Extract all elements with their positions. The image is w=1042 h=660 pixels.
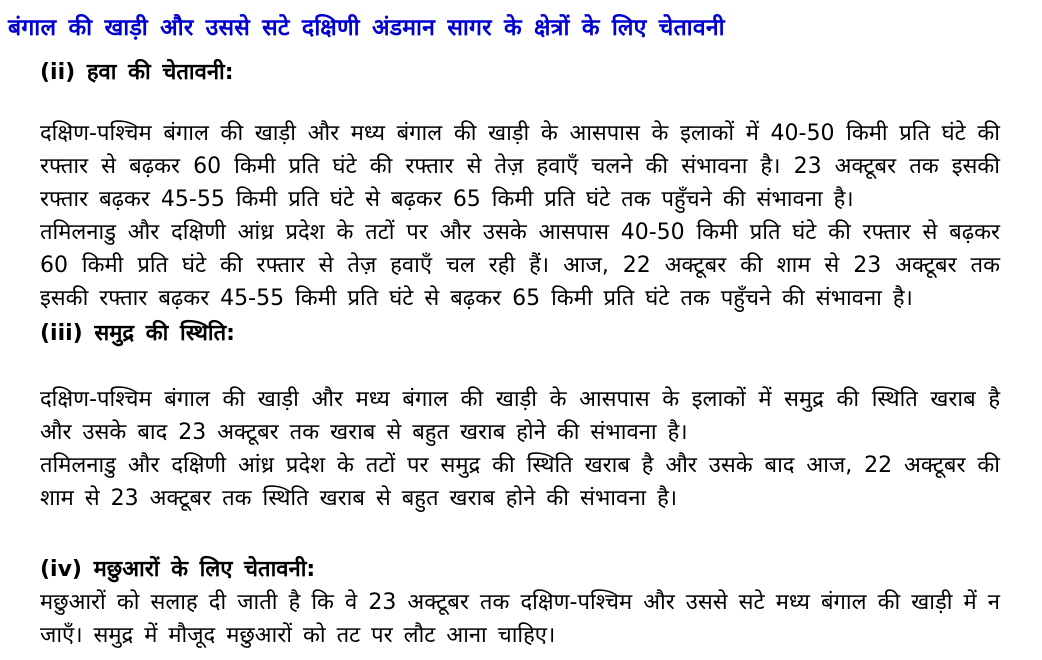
- wind-warning-heading: (ii) हवा की चेतावनी:: [40, 60, 234, 85]
- wind-warning-paragraph-1: दक्षिण-पश्चिम बंगाल की खाड़ी और मध्य बंगाल की खाड़ी के आसपास के इलाकों में 40-50 किमी प्रति घंटे की रफ्तार से बढ़कर 60 किमी प्रति घंटे की रफ्तार से तेज़ हवाएँ चलने की संभावना है। 23 अक्टूबर तक इसकी रफ्तार बढ़कर 45-55 किमी प्रति घंटे से बढ़कर 65 किमी प्रति घंटे तक पहुँचने की संभावना है।: [40, 121, 1000, 212]
- document-title: बंगाल की खाड़ी और उससे सटे दक्षिणी अंडमान सागर के क्षेत्रों के लिए चेतावनी: [8, 15, 725, 41]
- section-sea-condition: [40, 317, 1000, 515]
- sea-condition-heading: (iii) समुद्र की स्थिति:: [40, 321, 235, 346]
- wind-warning-paragraph-2: तमिलनाडु और दक्षिणी आंध्र प्रदेश के तटों पर और उसके आसपास 40-50 किमी प्रति घंटे की रफ्तार से बढ़कर 60 किमी प्रति घंटे की रफ्तार से तेज़ हवाएँ चल रही हैं। आज, 22 अक्टूबर की शाम से 23 अक्टूबर तक इसकी रफ्तार बढ़कर 45-55 किमी प्रति घंटे से बढ़कर 65 किमी प्रति घंटे तक पहुँचने की संभावना है।: [40, 220, 1000, 311]
- document-body: [40, 56, 1000, 652]
- sea-condition-paragraph-2: तमिलनाडु और दक्षिणी आंध्र प्रदेश के तटों पर समुद्र की स्थिति खराब है और उसके बाद आज, 22 अक्टूबर की शाम से 23 अक्टूबर तक स्थिति खराब से बहुत खराब होने की संभावना है।: [40, 453, 1000, 511]
- section-wind-warning: [40, 56, 1000, 315]
- wind-warning-paragraphs: [40, 117, 1000, 315]
- section-fishermen-warning: [40, 553, 1000, 652]
- fishermen-warning-paragraph-1: मछुआरों को सलाह दी जाती है कि वे 23 अक्टूबर तक दक्षिण-पश्चिम और उससे सटे मध्य बंगाल की खाड़ी में न जाएँ। समुद्र में मौजूद मछुआरों को तट पर लौट आना चाहिए।: [40, 590, 1000, 648]
- fishermen-warning-heading: (iv) मछुआरों के लिए चेतावनी:: [40, 557, 316, 582]
- fishermen-warning-paragraphs: [40, 586, 1000, 652]
- sea-condition-paragraph-1: दक्षिण-पश्चिम बंगाल की खाड़ी और मध्य बंगाल की खाड़ी के आसपास के इलाकों में समुद्र की स्थिति खराब है और उसके बाद 23 अक्टूबर तक खराब से बहुत खराब होने की संभावना है।: [40, 387, 1000, 445]
- sea-condition-paragraphs: [40, 383, 1000, 515]
